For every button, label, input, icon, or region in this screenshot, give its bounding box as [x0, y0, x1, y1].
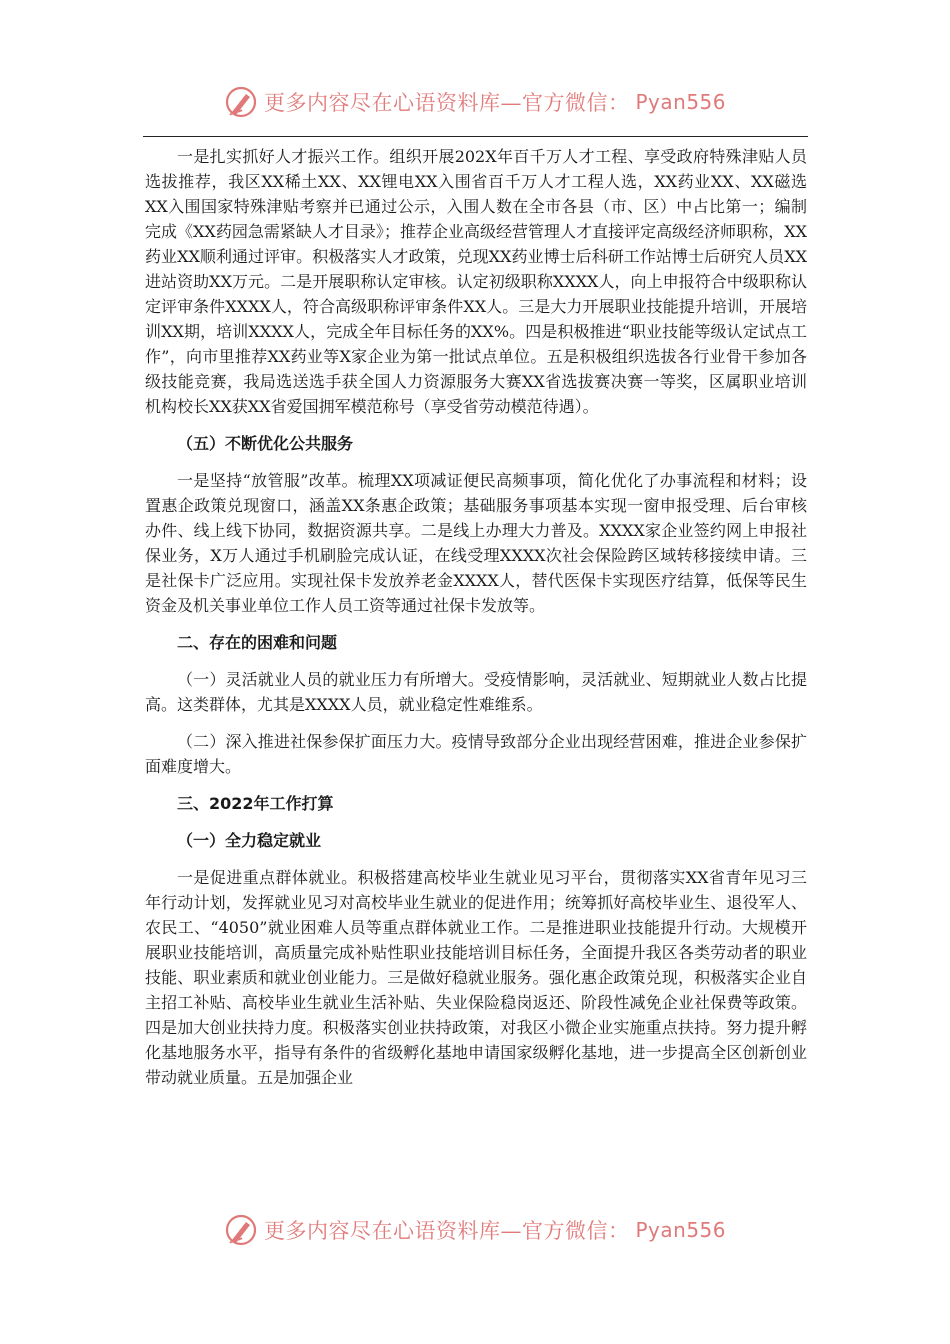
- footer-wechat-id: Pyan556: [635, 1218, 726, 1242]
- document-body: [145, 144, 807, 1090]
- pen-logo-icon: [224, 85, 258, 119]
- footer-banner-text: 更多内容尽在心语资料库—官方微信：: [263, 1219, 630, 1243]
- heading-stabilize-employment: （一）全力稳定就业: [177, 831, 322, 850]
- heading-public-service: （五）不断优化公共服务: [177, 434, 354, 453]
- pen-logo-icon: [224, 1213, 258, 1247]
- heading-problems: 二、存在的困难和问题: [177, 633, 338, 652]
- header-banner-text: 更多内容尽在心语资料库—官方微信：: [263, 91, 630, 115]
- paragraph-talent: 一是扎实抓好人才振兴工作。组织开展202X年百千万人才工程、享受政府特殊津贴人员选拔推荐，我区XX稀土XX、XX锂电XX入围省百千万人才工程人选，XX药业XX、XX磁选XX入围国家特殊津贴考察并已通过公示，入围人数在全市各县（市、区）中占比第一；编制完成《XX药园急需紧缺人才目录》；推荐企业高级经营管理人才直接评定高级经济师职称，XX药业XX顺利通过评审。积极落实人才政策，兑现XX药业博士后科研工作站博士后研究人员XX进站资助XX万元。二是开展职称认定审核。认定初级职称XXXX人，向上申报符合中级职称认定评审条件XXXX人，符合高级职称评审条件XX人。三是大力开展职业技能提升培训，开展培训XX期，培训XXXX人，完成全年目标任务的XX%。四是积极推进“职业技能等级认定试点工作”，向市里推荐XX药业等X家企业为第一批试点单位。五是积极组织选拔各行业骨干参加各级技能竞赛，我局选送选手获全国人力资源服务大赛XX省选拔赛决赛一等奖，区属职业培训机构校长XX获XX省爱国拥军模范称号（享受省劳动模范待遇）。: [145, 147, 807, 416]
- paragraph-problem-2: （二）深入推进社保参保扩面压力大。疫情导致部分企业出现经营困难，推进企业参保扩面难度增大。: [145, 732, 807, 776]
- header-rule: [143, 136, 808, 137]
- footer-banner: [0, 1208, 950, 1252]
- paragraph-problem-1: （一）灵活就业人员的就业压力有所增大。受疫情影响，灵活就业、短期就业人数占比提高。这类群体，尤其是XXXX人员，就业稳定性难维系。: [145, 670, 807, 714]
- header-banner: [0, 80, 950, 124]
- paragraph-employment: 一是促进重点群体就业。积极搭建高校毕业生就业见习平台，贯彻落实XX省青年见习三年行动计划，发挥就业见习对高校毕业生就业的促进作用；统筹抓好高校毕业生、退役军人、农民工、“4050”就业困难人员等重点群体就业工作。二是推进职业技能提升行动。大规模开展职业技能培训，高质量完成补贴性职业技能培训目标任务，全面提升我区各类劳动者的职业技能、职业素质和就业创业能力。三是做好稳就业服务。强化惠企政策兑现，积极落实企业自主招工补贴、高校毕业生就业生活补贴、失业保险稳岗返还、阶段性减免企业社保费等政策。四是加大创业扶持力度。积极落实创业扶持政策，对我区小微企业实施重点扶持。努力提升孵化基地服务水平，指导有条件的省级孵化基地申请国家级孵化基地，进一步提高全区创新创业带动就业质量。五是加强企业: [145, 868, 807, 1087]
- heading-2022-plan: 三、2022年工作打算: [177, 794, 334, 813]
- paragraph-public-service: 一是坚持“放管服”改革。梳理XX项减证便民高频事项，简化优化了办事流程和材料；设置惠企政策兑现窗口，涵盖XX条惠企政策；基础服务事项基本实现一窗申报受理、后台审核办件、线上线下协同，数据资源共享。二是线上办理大力普及。XXXX家企业签约网上申报社保业务，X万人通过手机刷脸完成认证，在线受理XXXX次社会保险跨区域转移接续申请。三是社保卡广泛应用。实现社保卡发放养老金XXXX人，替代医保卡实现医疗结算，低保等民生资金及机关事业单位工作人员工资等通过社保卡发放等。: [145, 471, 807, 615]
- header-wechat-id: Pyan556: [635, 90, 726, 114]
